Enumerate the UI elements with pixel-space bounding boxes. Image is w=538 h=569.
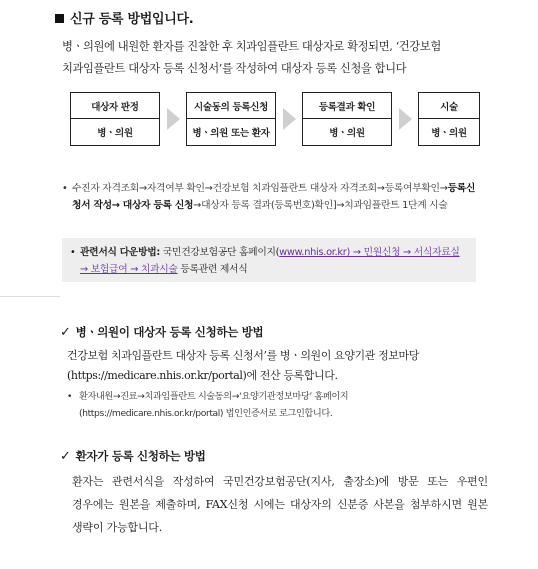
process-note-part1: 수진자 자격조회→자격여부 확인→건강보험 치과임플란트 대상자 자격조회→등록여부확인→ [72, 183, 448, 194]
bullet-dot-icon: • [70, 247, 76, 258]
flow-arrow-icon [399, 108, 412, 130]
hospital-method-heading [60, 324, 263, 340]
process-note-text [62, 180, 482, 214]
check-icon: ✓ [60, 325, 71, 340]
flow-step-4 [418, 92, 480, 146]
related-forms-label: 관련서식 다운방법: [80, 247, 161, 258]
patient-method-title: 환자가 등록 신청하는 방법 [75, 449, 206, 463]
nhis-link[interactable]: www.nhis.or.kr) → 민원신청 → 서식자료실 → 보험급여 → 치과시술 [80, 247, 460, 275]
check-icon: ✓ [60, 449, 71, 464]
hospital-method-sub [67, 388, 487, 422]
patient-method-text: 환자는 관련서식을 작성하여 국민건강보험공단(지사, 출장소)에 방문 또는 우편인 경우에는 원본을 제출하며, FAX신청 시에는 대상자의 신분증 사본을 첨부하시면 원본 생략이 가능합니다. [72, 475, 488, 534]
flow-arrow-icon [283, 108, 296, 130]
flow-step-3 [302, 92, 392, 146]
divider [0, 296, 60, 297]
flow-step-1-actor: 병ㆍ의원 [97, 128, 133, 139]
square-bullet-icon [55, 14, 64, 23]
flow-step-2 [186, 92, 276, 146]
flow-step-1 [70, 92, 160, 146]
related-forms-prefix: 국민건강보험공단 홈페이지( [160, 247, 280, 258]
patient-method-heading [60, 448, 206, 464]
section-title [55, 8, 193, 27]
process-note [62, 180, 482, 214]
flow-step-2-actor: 병ㆍ의원 또는 환자 [192, 128, 270, 139]
flow-step-3-actor: 병ㆍ의원 [329, 128, 365, 139]
registration-flow-diagram [70, 92, 480, 146]
hospital-method-sub-text: 환자내원→진료→치과임플란트 시술동의→‘요양기관정보마당’ 홈페이지(https://medicare.nhis.or.kr/portal) 법인인증서로 로그인합니다. [79, 391, 349, 419]
flow-step-3-title: 등록결과 확인 [303, 93, 391, 119]
flow-step-4-title: 시술 [419, 93, 479, 119]
bullet-dot-icon: • [67, 391, 73, 402]
hospital-method-text: 건강보험 치과임플란트 대상자 등록 신청서’를 병ㆍ의원이 요양기관 정보마당(https://medicare.nhis.or.kr/portal)에 전산 등록합니다. [67, 349, 420, 382]
section-title-text: 신규 등록 방법입니다. [70, 12, 194, 27]
flow-step-1-title: 대상자 판정 [71, 93, 159, 119]
intro-paragraph: 병ㆍ의원에 내원한 환자를 진찰한 후 치과임플란트 대상자로 확정되면, ‘건강보험 치과임플란트 대상자 등록 신청서’를 작성하여 대상자 등록 신청을 합니다 [62, 40, 441, 75]
related-forms-box [62, 238, 476, 282]
bullet-dot-icon: • [62, 183, 68, 194]
hospital-method-title: 병ㆍ의원이 대상자 등록 신청하는 방법 [75, 325, 264, 339]
flow-step-2-title: 시술동의 등록신청 [187, 93, 275, 119]
flow-step-4-actor: 병ㆍ의원 [431, 128, 467, 139]
flow-arrow-icon [167, 108, 180, 130]
process-note-bold: 등록신청서 작성→ 대상자 등록 신청 [72, 183, 476, 211]
related-forms-suffix: 등록관련 제서식 [177, 264, 248, 275]
process-note-part2: →대상자 등록 결과(등록번호)확인]→치과임플란트 1단계 시술 [193, 200, 448, 211]
